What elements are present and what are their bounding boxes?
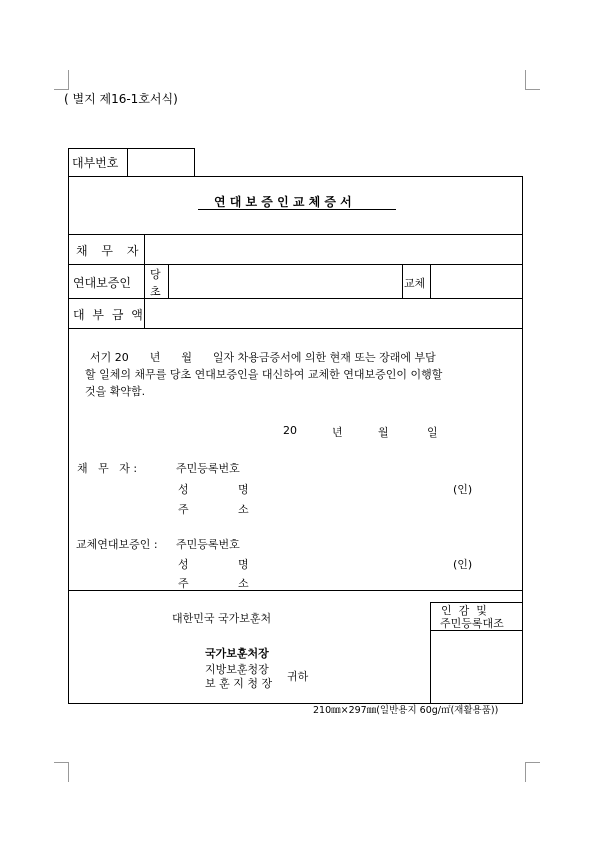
form-title: 연 대 보 증 인 교 체 증 서	[214, 195, 352, 209]
recipient-3: 보 훈 지 청 장	[205, 677, 273, 690]
crop-mark	[68, 70, 69, 90]
new-guarantor-block-label: 교체연대보증인 :	[76, 538, 158, 551]
debtor-seal: (인)	[453, 483, 473, 496]
body-line-3: 것을 확약함.	[85, 385, 146, 398]
loan-amount-label: 대 부 금 액	[73, 308, 143, 322]
new-guarantor-addr-b: 소	[238, 577, 249, 590]
debtor-block-label: 채 무 자 :	[77, 462, 138, 475]
original-label-top: 당	[150, 268, 161, 281]
date-year: 20	[283, 424, 297, 437]
new-guarantor-name-a: 성	[178, 558, 189, 571]
crop-mark	[525, 762, 526, 782]
form-reference: ( 별지 제16-1호서식)	[64, 92, 178, 106]
guarantor-label: 연대보증인	[73, 276, 131, 290]
title-underline	[198, 209, 396, 210]
debtor-name-a: 성	[178, 483, 189, 496]
debtor-addr-b: 소	[238, 503, 249, 516]
date-year-label: 년	[332, 426, 343, 439]
paper-spec: 210㎜×297㎜(일반용지 60g/㎡(재활용품))	[313, 705, 499, 716]
crop-mark	[525, 89, 540, 90]
new-guarantor-name-b: 명	[238, 558, 249, 571]
new-guarantor-seal: (인)	[453, 558, 473, 571]
org-name: 대한민국 국가보훈처	[172, 612, 272, 625]
new-guarantor-id-label: 주민등록번호	[176, 538, 240, 551]
ledger-number-label: 대부번호	[72, 156, 119, 170]
recipient-2: 지방보훈청장	[205, 663, 269, 676]
debtor-label: 채 무 자	[76, 244, 139, 258]
crop-mark	[525, 762, 540, 763]
seal-box-line-2: 주민등록대조	[440, 617, 504, 630]
date-month-label: 월	[378, 426, 389, 439]
replace-label: 교체	[404, 277, 426, 290]
crop-mark	[525, 70, 526, 90]
debtor-id-label: 주민등록번호	[176, 462, 240, 475]
body-line-1: 서기 20 년 월 일자 차용금증서에 의한 현재 또는 장래에 부담	[90, 351, 436, 364]
crop-mark	[68, 762, 69, 782]
date-day-label: 일	[427, 426, 438, 439]
recipient-1: 국가보훈처장	[205, 647, 269, 660]
original-label-bottom: 초	[150, 285, 161, 298]
seal-box-line-1: 인 감 및	[441, 604, 487, 617]
new-guarantor-addr-a: 주	[178, 577, 189, 590]
honorific: 귀하	[287, 670, 309, 683]
debtor-addr-a: 주	[178, 503, 189, 516]
body-line-2: 할 일체의 채무를 당초 연대보증인을 대신하여 교체한 연대보증인이 이행할	[85, 368, 443, 381]
debtor-name-b: 명	[238, 483, 249, 496]
crop-mark	[54, 762, 69, 763]
